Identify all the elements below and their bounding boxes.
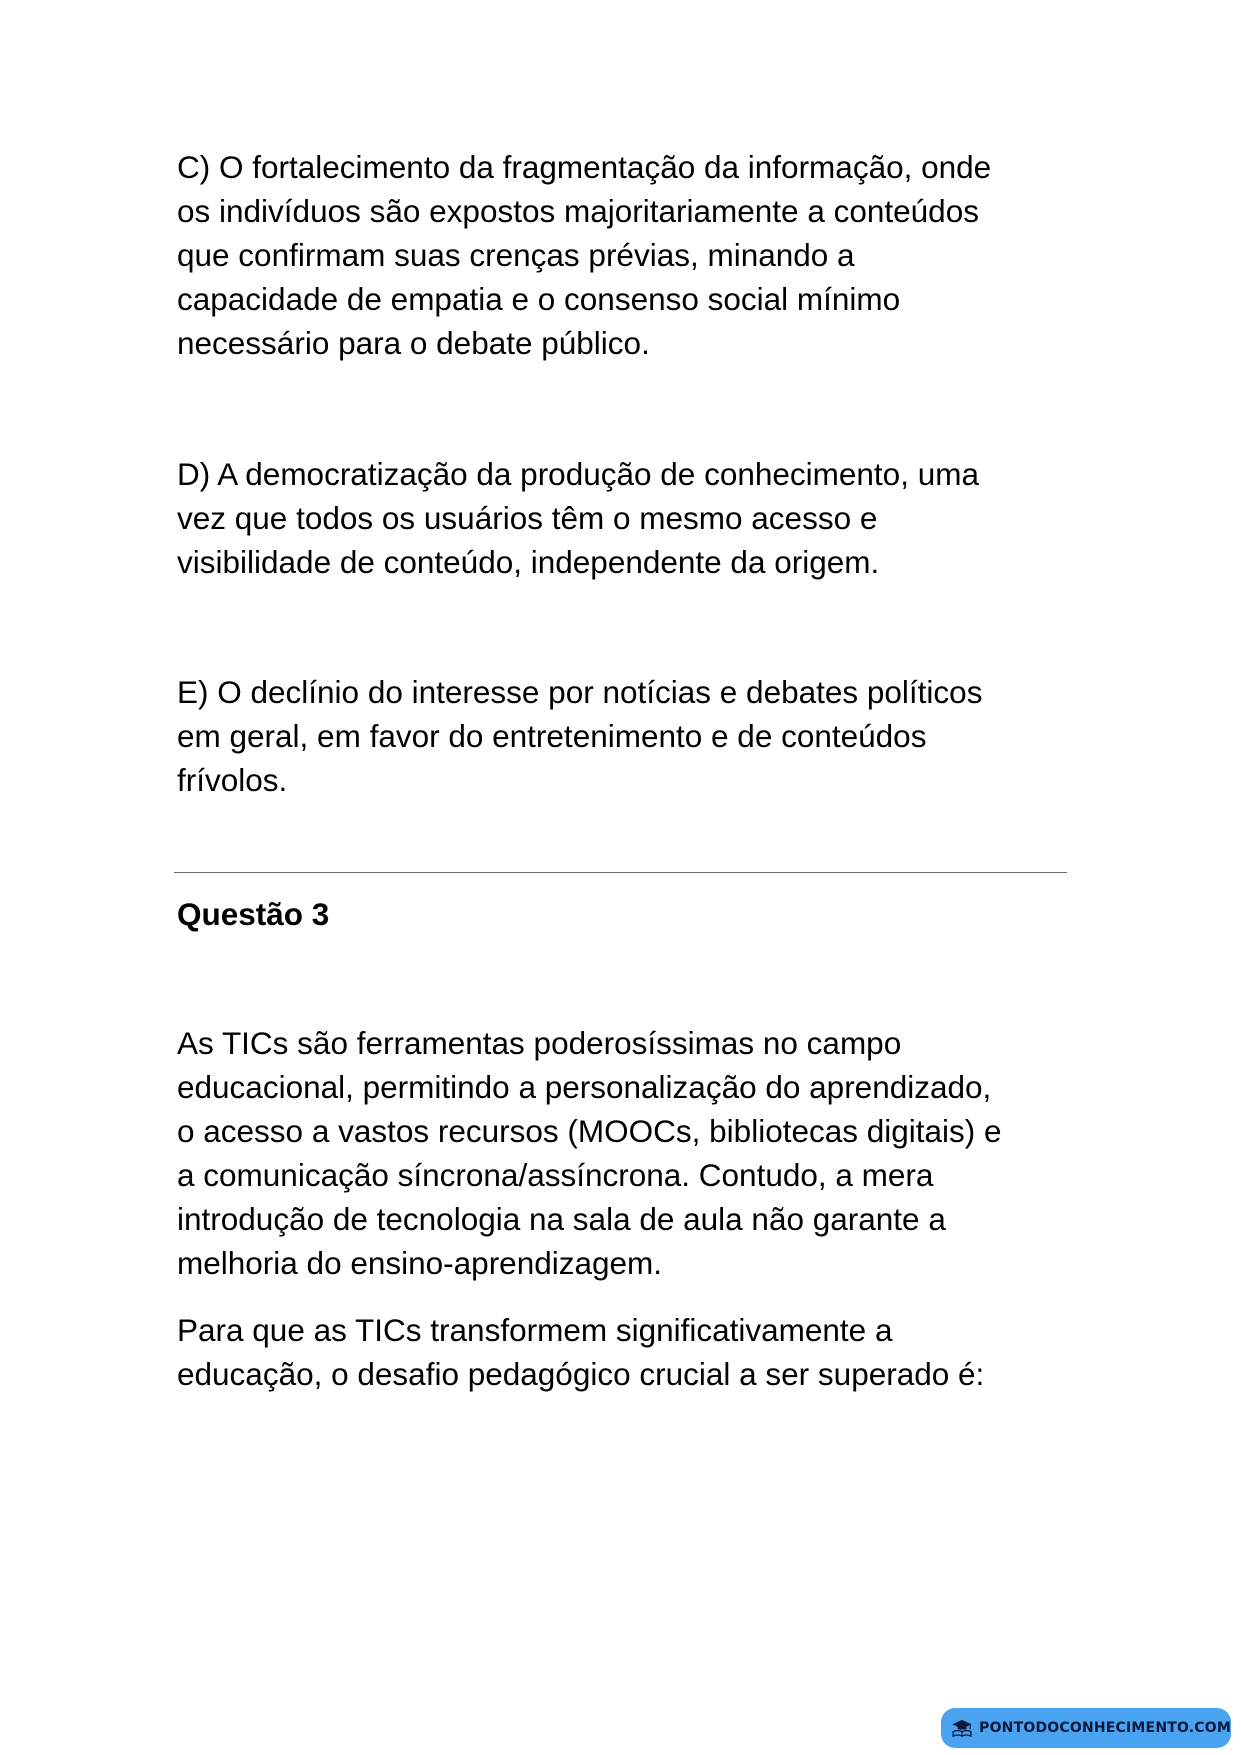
option-c: C) O fortalecimento da fragmentação da informação, onde os indivíduos são expostos majoritariamente a conteúdos que confirmam suas crenças prévias, minando a capacidade de empatia e o consenso social mínimo necessário para o debate público. xyxy=(177,149,992,361)
question-heading: Questão 3 xyxy=(177,896,330,932)
question-stem-paragraph-2: Para que as TICs transformem significativamente a educação, o desafio pedagógico crucial a ser superado é: xyxy=(177,1312,985,1392)
brand-name: PONTODOCONHECIMENTO.COM xyxy=(979,1720,1231,1736)
option-e: E) O declínio do interesse por notícias e debates políticos em geral, em favor do entretenimento e de conteúdos frívolos. xyxy=(177,674,983,798)
section-divider xyxy=(174,872,1067,873)
brand-badge[interactable] xyxy=(941,1708,1231,1748)
question-stem-paragraph-1: As TICs são ferramentas poderosíssimas no campo educacional, permitindo a personalização do aprendizado, o acesso a vastos recursos (MOOCs, bibliotecas digitais) e a comunicação síncrona/assíncrona. Contudo, a mera introdução de tecnologia na sala de aula não garante a melhoria do ensino-aprendizagem. xyxy=(177,1025,1002,1281)
option-d: D) A democratização da produção de conhecimento, uma vez que todos os usuários têm o mesmo acesso e visibilidade de conteúdo, independente da origem. xyxy=(177,456,979,580)
graduation-book-icon xyxy=(951,1715,973,1741)
